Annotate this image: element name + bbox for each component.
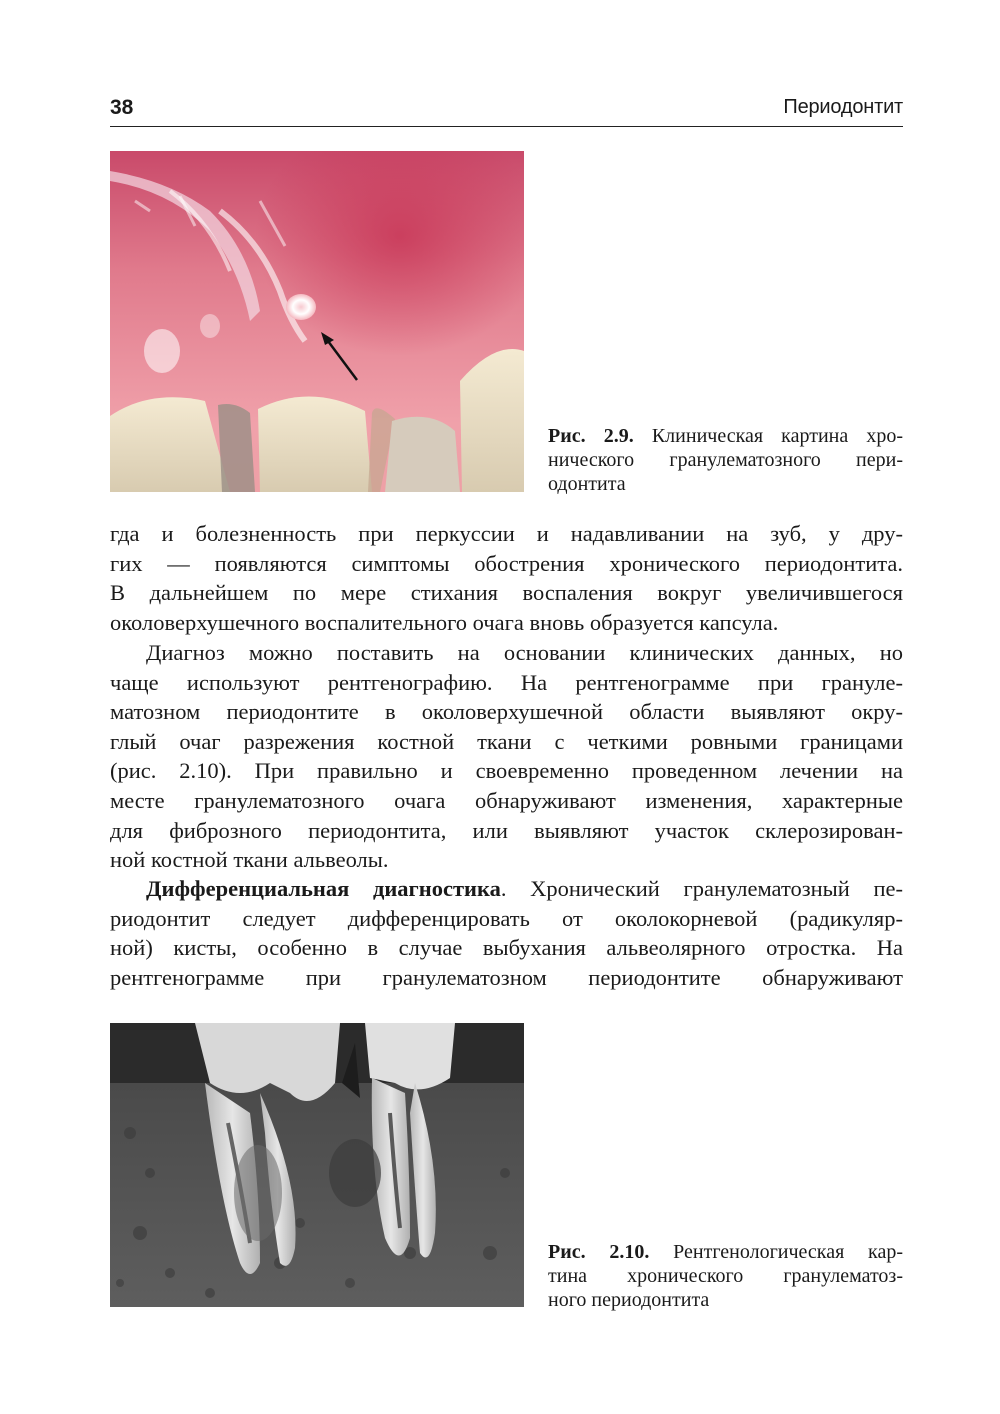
text-line: Диагноз можно поставить на основании клинических данных, но bbox=[146, 640, 903, 665]
caption-line: нического гранулематозного пери- bbox=[548, 449, 903, 471]
running-head bbox=[110, 96, 903, 127]
caption-line: Рентгенологическая кар- bbox=[673, 1241, 903, 1263]
text-line-rest: . Хронический гранулематозный пе- bbox=[500, 876, 904, 901]
gum-photo-illustration bbox=[110, 151, 524, 492]
paragraph-1 bbox=[110, 519, 903, 637]
page-number: 38 bbox=[110, 96, 134, 119]
figure-2-10-xray bbox=[110, 1023, 524, 1307]
figure-2-9-label: Рис. 2.9. bbox=[548, 425, 634, 447]
text-line: (рис. 2.10). При правильно и своевременно проведенном лечении на bbox=[110, 758, 903, 784]
text-line: глый очаг разрежения костной ткани с четкими ровными границами bbox=[110, 728, 903, 754]
caption-line: Клиническая картина хро- bbox=[651, 425, 903, 447]
figure-2-9-clinical-photo bbox=[110, 151, 524, 492]
text-line: ной) кисты, особенно в случае выбухания альвеолярного отростка. На bbox=[110, 935, 903, 961]
text-line: ной костной ткани альвеолы. bbox=[110, 847, 389, 873]
caption-line: тина хронического гранулематоз- bbox=[548, 1265, 903, 1287]
text-line: В дальнейшем по мере стихания воспаления вокруг увеличившегося bbox=[110, 580, 903, 606]
text-line: чаще используют рентгенографию. На рентгенограмме при грануле- bbox=[110, 669, 903, 695]
text-line: рентгенограмме при гранулематозном периодонтите обнаруживают bbox=[110, 964, 903, 990]
differential-diagnosis-term: Дифференциальная диагностика bbox=[146, 876, 501, 901]
text-line: месте гранулематозного очага обнаруживают изменения, характерные bbox=[110, 787, 903, 813]
caption-line: одонтита bbox=[548, 473, 626, 495]
section-title: Периодонтит bbox=[783, 96, 903, 118]
figure-2-10-label: Рис. 2.10. bbox=[548, 1241, 650, 1263]
text-line: околоверхушечного воспалительного очага вновь образуется капсула. bbox=[110, 609, 779, 635]
figure-2-10-caption bbox=[548, 1240, 903, 1312]
text-line: матозном периодонтите в околоверхушечной области выявляют окру- bbox=[110, 699, 903, 725]
paragraph-2 bbox=[110, 638, 903, 875]
text-line: гих — появляются симптомы обострения хронического периодонтита. bbox=[110, 550, 903, 576]
text-line: для фиброзного периодонтита, или выявляют участок склерозирован- bbox=[110, 817, 903, 843]
caption-line: ного периодонтита bbox=[548, 1289, 710, 1311]
paragraph-3 bbox=[110, 874, 903, 992]
text-line: риодонтит следует дифференцировать от околокорневой (радикуляр- bbox=[110, 905, 903, 931]
xray-illustration bbox=[110, 1023, 524, 1307]
text-line: гда и болезненность при перкуссии и надавливании на зуб, у дру- bbox=[110, 521, 903, 546]
figure-2-9-caption bbox=[548, 424, 903, 496]
